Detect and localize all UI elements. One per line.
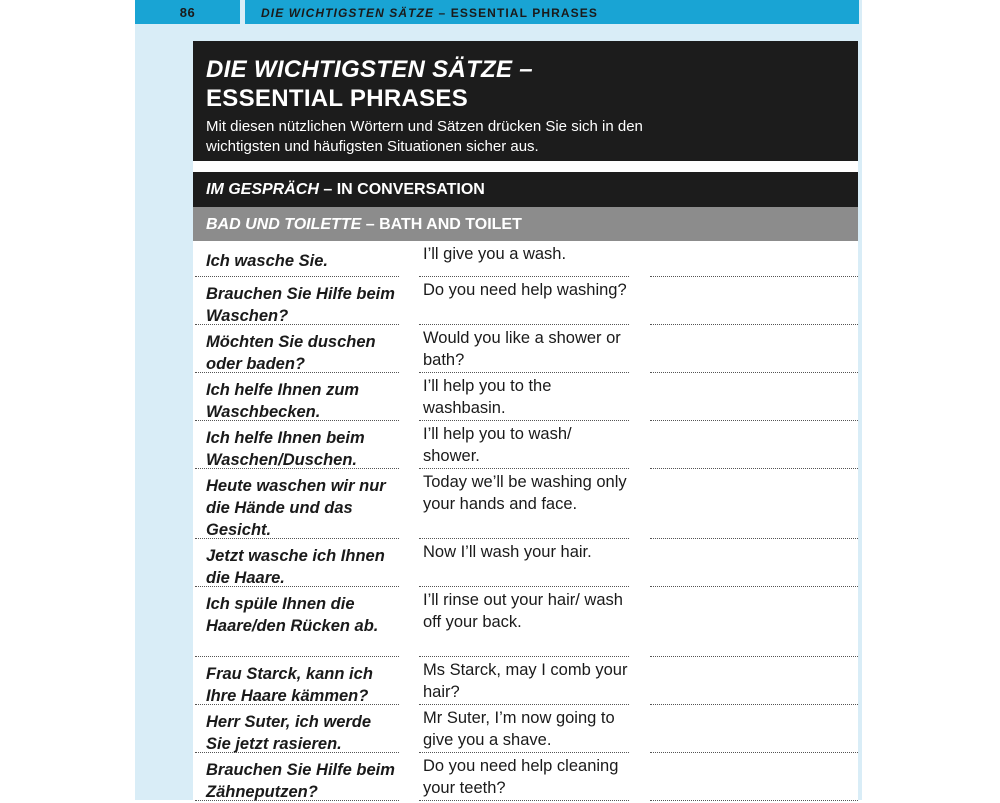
phrase-german: Möchten Sie duschen oder baden? xyxy=(195,325,399,373)
phrase-row xyxy=(193,373,858,421)
phrase-notes-line xyxy=(650,421,858,469)
running-title-separator: – xyxy=(434,6,451,20)
page-title-de: DIE WICHTIGSTEN SÄTZE – xyxy=(206,56,533,83)
phrase-english: Do you need help washing? xyxy=(419,277,629,325)
page-number: 86 xyxy=(179,5,196,20)
phrase-notes-line xyxy=(650,753,858,801)
subsection-heading-en: BATH AND TOILET xyxy=(379,216,522,233)
phrase-english: I’ll help you to the washbasin. xyxy=(419,373,629,421)
phrase-german: Frau Starck, kann ich Ihre Haare kämmen? xyxy=(195,657,399,705)
section-heading-separator: – xyxy=(318,181,337,198)
phrase-row xyxy=(193,421,858,469)
page-title xyxy=(206,55,533,113)
phrase-row xyxy=(193,241,858,277)
phrase-english: Today we’ll be washing only your hands and face. xyxy=(419,469,629,539)
phrase-english: I’ll give you a wash. xyxy=(419,241,629,277)
phrase-english: Mr Suter, I’m now going to give you a shave. xyxy=(419,705,629,753)
phrase-english: Do you need help cleaning your teeth? xyxy=(419,753,629,801)
phrase-german: Jetzt wasche ich Ihnen die Haare. xyxy=(195,539,399,587)
phrase-row xyxy=(193,469,858,539)
intro-text: Mit diesen nützlichen Wörtern und Sätzen drücken Sie sich in den wichtigsten und häufigsten Situationen sicher aus. xyxy=(206,118,643,155)
phrase-notes-line xyxy=(650,705,858,753)
section-heading xyxy=(193,172,858,207)
phrase-row xyxy=(193,753,858,801)
header-divider xyxy=(240,0,245,24)
phrase-notes-line xyxy=(650,325,858,373)
subsection-heading-separator: – xyxy=(361,216,380,233)
phrase-german: Ich helfe Ihnen zum Waschbecken. xyxy=(195,373,399,421)
phrase-german: Brauchen Sie Hilfe beim Zähneputzen? xyxy=(195,753,399,801)
phrase-notes-line xyxy=(650,277,858,325)
phrase-table xyxy=(193,241,858,801)
running-title-en: ESSENTIAL PHRASES xyxy=(450,6,598,20)
phrase-notes-line xyxy=(650,241,858,277)
phrase-notes-line xyxy=(650,587,858,657)
section-heading-de: IM GESPRÄCH xyxy=(206,181,319,198)
phrase-german: Heute waschen wir nur die Hände und das Gesicht. xyxy=(195,469,399,539)
title-block xyxy=(193,41,858,161)
running-title xyxy=(261,0,598,24)
phrase-row xyxy=(193,705,858,753)
phrase-german: Ich helfe Ihnen beim Waschen/Duschen. xyxy=(195,421,399,469)
phrase-notes-line xyxy=(650,469,858,539)
running-header xyxy=(135,0,859,24)
phrase-notes-line xyxy=(650,539,858,587)
phrase-row xyxy=(193,277,858,325)
section-heading-en: IN CONVERSATION xyxy=(336,181,485,198)
phrase-german: Ich wasche Sie. xyxy=(195,241,399,277)
running-title-de: DIE WICHTIGSTEN SÄTZE xyxy=(261,6,435,20)
phrase-german: Brauchen Sie Hilfe beim Waschen? xyxy=(195,277,399,325)
phrase-notes-line xyxy=(650,657,858,705)
phrase-english: I’ll rinse out your hair/ wash off your back. xyxy=(419,587,629,657)
page-title-en: ESSENTIAL PHRASES xyxy=(206,85,469,112)
phrase-row xyxy=(193,657,858,705)
phrase-notes-line xyxy=(650,373,858,421)
phrase-english: Would you like a shower or bath? xyxy=(419,325,629,373)
content-panel xyxy=(193,41,858,800)
phrase-row xyxy=(193,587,858,657)
phrase-english: I’ll help you to wash/ shower. xyxy=(419,421,629,469)
phrase-german: Ich spüle Ihnen die Haare/den Rücken ab. xyxy=(195,587,399,657)
phrase-row xyxy=(193,325,858,373)
phrase-english: Ms Starck, may I comb your hair? xyxy=(419,657,629,705)
phrase-english: Now I’ll wash your hair. xyxy=(419,539,629,587)
phrase-german: Herr Suter, ich werde Sie jetzt rasieren. xyxy=(195,705,399,753)
subsection-heading-de: BAD UND TOILETTE xyxy=(206,216,362,233)
phrase-row xyxy=(193,539,858,587)
subsection-heading xyxy=(193,207,858,241)
